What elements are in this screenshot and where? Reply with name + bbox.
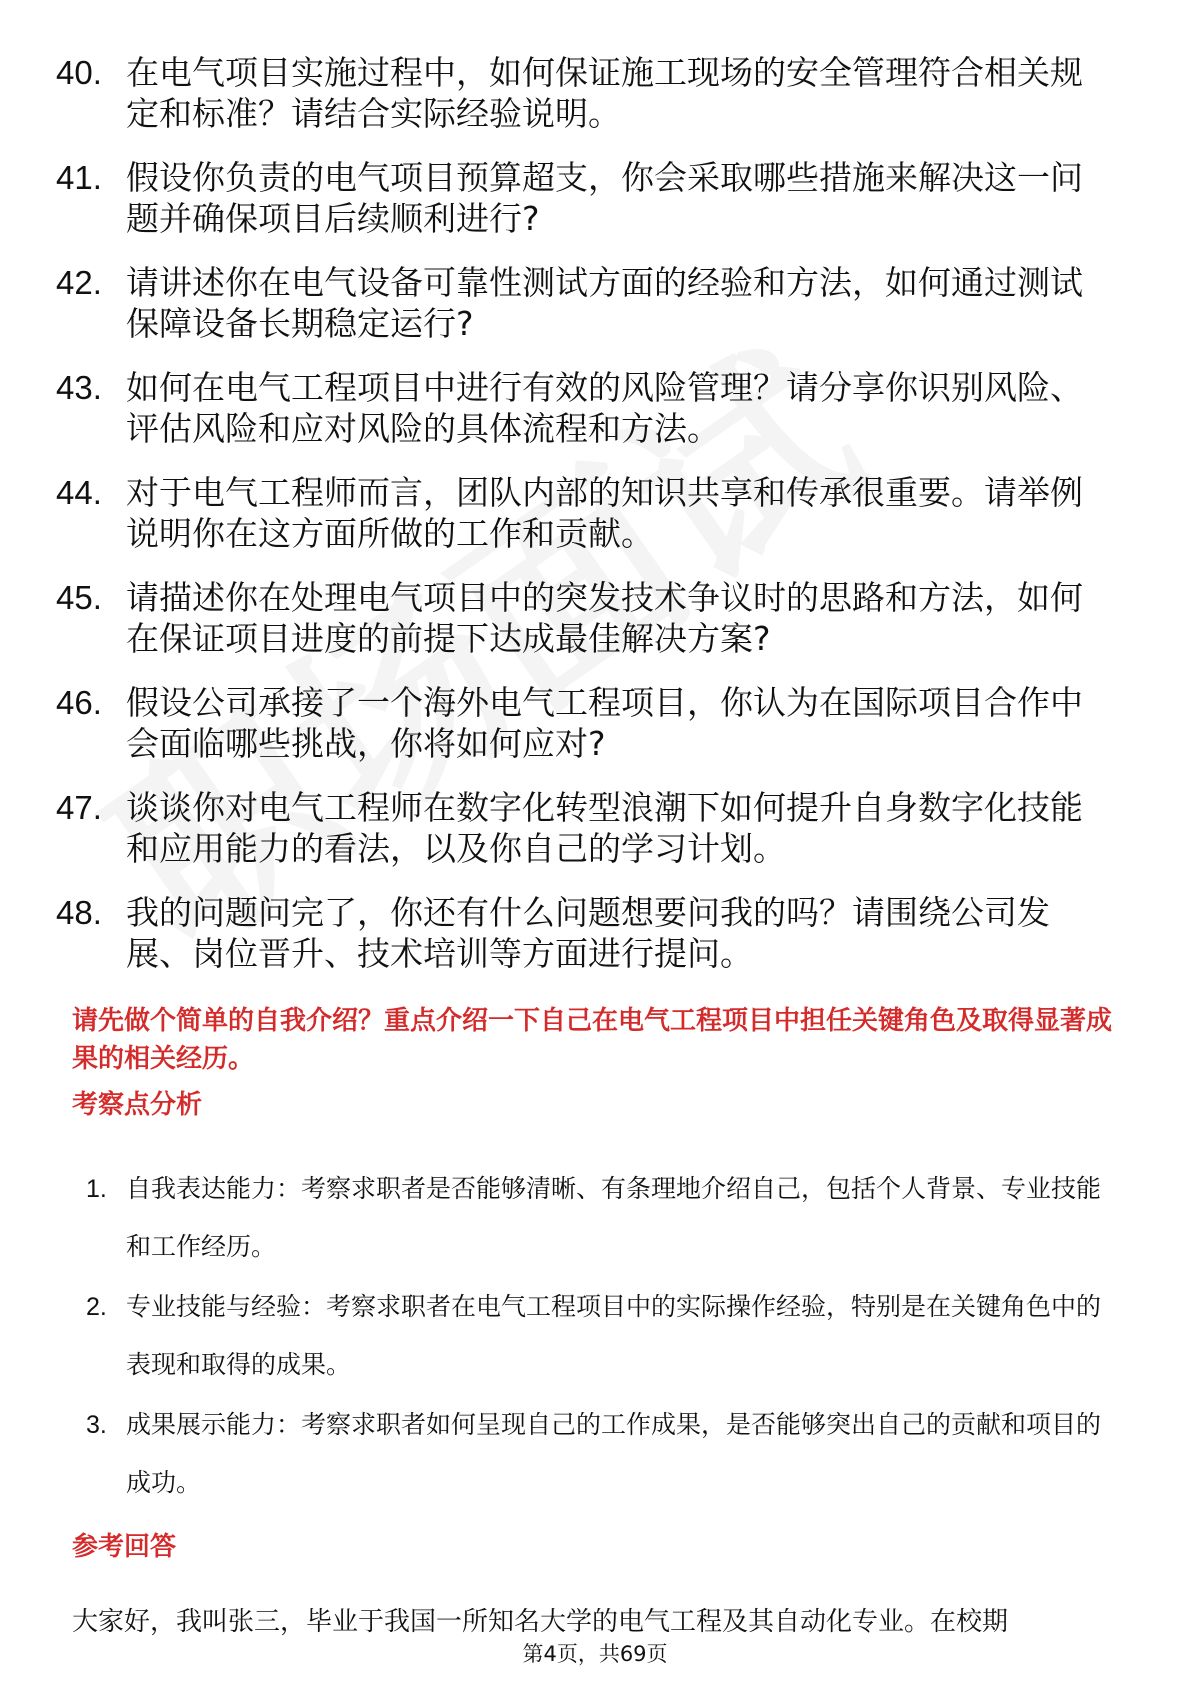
analysis-item <box>0 1396 1190 1512</box>
question-item <box>0 787 1190 869</box>
analysis-list <box>0 1160 1190 1514</box>
question-item <box>0 892 1190 974</box>
analysis-title: 考察点分析 <box>72 1090 203 1120</box>
question-text: 请描述你在处理电气项目中的突发技术争议时的思路和方法，如何在保证项目进度的前提下达成最佳解决方案? <box>126 578 1083 658</box>
question-number: 44. <box>56 474 102 511</box>
question-number: 40. <box>56 54 102 91</box>
answer-title: 参考回答 <box>72 1532 177 1562</box>
question-list <box>0 52 1190 997</box>
question-text: 在电气项目实施过程中，如何保证施工现场的安全管理符合相关规定和标准？请结合实际经验说明。 <box>126 53 1083 133</box>
analysis-text: 自我表达能力：考察求职者是否能够清晰、有条理地介绍自己，包括个人背景、专业技能和工作经历。 <box>126 1174 1102 1261</box>
question-number: 48. <box>56 894 102 931</box>
question-number: 45. <box>56 579 102 616</box>
analysis-text: 成果展示能力：考察求职者如何呈现自己的工作成果，是否能够突出自己的贡献和项目的成功。 <box>126 1410 1102 1497</box>
question-text: 假设你负责的电气项目预算超支，你会采取哪些措施来解决这一问题并确保项目后续顺利进行? <box>126 158 1083 238</box>
question-item <box>0 367 1190 449</box>
analysis-number: 1. <box>86 1175 107 1203</box>
question-text: 请讲述你在电气设备可靠性测试方面的经验和方法，如何通过测试保障设备长期稳定运行? <box>126 263 1083 343</box>
question-text: 如何在电气工程项目中进行有效的风险管理？请分享你识别风险、评估风险和应对风险的具体流程和方法。 <box>126 368 1083 448</box>
question-number: 46. <box>56 684 102 721</box>
question-text: 我的问题问完了，你还有什么问题想要问我的吗？请围绕公司发展、岗位晋升、技术培训等方面进行提问。 <box>126 893 1050 973</box>
question-number: 47. <box>56 789 102 826</box>
question-item <box>0 682 1190 764</box>
page-footer: 第4页，共69页 <box>0 1640 1190 1668</box>
analysis-item <box>0 1278 1190 1394</box>
question-text: 对于电气工程师而言，团队内部的知识共享和传承很重要。请举例说明你在这方面所做的工作和贡献。 <box>126 473 1083 553</box>
highlight-question: 请先做个简单的自我介绍？重点介绍一下自己在电气工程项目中担任关键角色及取得显著成果的相关经历。 <box>72 1006 1113 1074</box>
question-number: 41. <box>56 159 102 196</box>
question-number: 42. <box>56 264 102 301</box>
question-item <box>0 472 1190 554</box>
question-item <box>0 262 1190 344</box>
question-item <box>0 577 1190 659</box>
question-text: 谈谈你对电气工程师在数字化转型浪潮下如何提升自身数字化技能和应用能力的看法，以及你自己的学习计划。 <box>126 788 1083 868</box>
question-number: 43. <box>56 369 102 406</box>
analysis-text: 专业技能与经验：考察求职者在电气工程项目中的实际操作经验，特别是在关键角色中的表现和取得的成果。 <box>126 1292 1102 1379</box>
answer-text: 大家好，我叫张三，毕业于我国一所知名大学的电气工程及其自动化专业。在校期 <box>72 1607 1009 1637</box>
question-item <box>0 157 1190 239</box>
analysis-number: 2. <box>86 1293 107 1321</box>
analysis-number: 3. <box>86 1411 107 1439</box>
question-item <box>0 52 1190 134</box>
analysis-item <box>0 1160 1190 1276</box>
question-text: 假设公司承接了一个海外电气工程项目，你认为在国际项目合作中会面临哪些挑战，你将如何应对? <box>126 683 1083 763</box>
